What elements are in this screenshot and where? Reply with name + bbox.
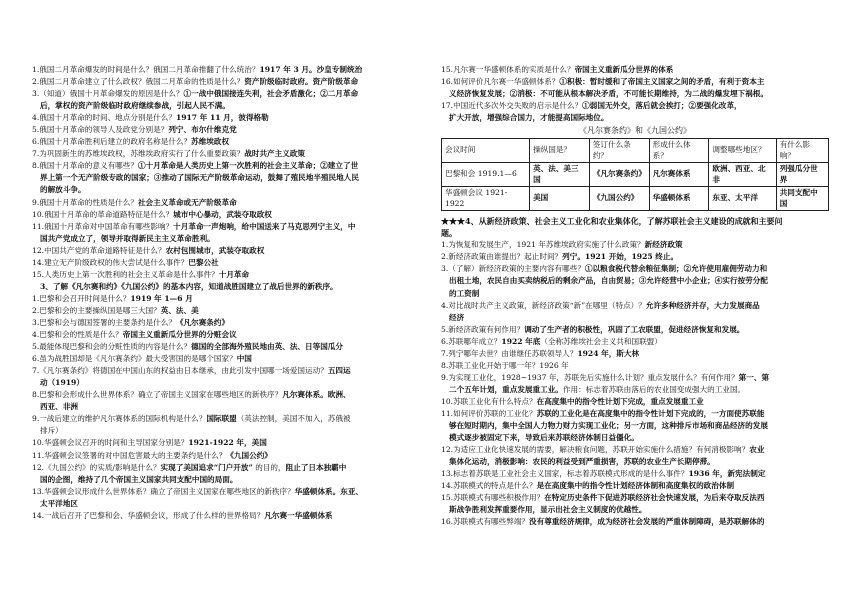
text-line xyxy=(32,197,437,209)
answer-text: 没有尊重经济规律，成为经济社会发展的严重体制障碍，是苏联解体的 xyxy=(529,517,765,527)
answer-text: 西亚、非洲 xyxy=(40,402,78,412)
table-header-cell: 会议时间 xyxy=(442,139,530,163)
text-line xyxy=(441,263,829,275)
note-text: 的目的， xyxy=(252,462,286,472)
text-line xyxy=(32,305,437,317)
text-line xyxy=(32,257,437,269)
question-text: 13.华盛顿会议形成什么世界体系？确立了帝国主义国家在哪些地区的新秩序？ xyxy=(32,486,295,496)
text-line xyxy=(32,365,437,377)
text-line xyxy=(441,275,829,287)
answer-text: 华盛顿体系。东亚、 xyxy=(294,486,364,496)
answer-text: 中国 xyxy=(236,354,252,364)
question-text: 2.新经济政策由谁提出？起止时间？ xyxy=(441,252,563,262)
text-line xyxy=(32,341,437,353)
text-line xyxy=(441,408,829,420)
answer-text: 扩大开放，增强综合国力，才能提高国际地位。 xyxy=(449,113,609,123)
text-line xyxy=(32,353,437,365)
text-line xyxy=(441,372,829,384)
text-line xyxy=(441,480,829,492)
question-text: 14.苏联模式的特点是什么？ xyxy=(441,481,537,491)
table-header-row xyxy=(442,139,829,163)
text-line xyxy=(32,245,437,257)
answer-text: 的解放斗争。 xyxy=(40,185,86,195)
answer-text: 1917 年 11 月，彼得格勒 xyxy=(175,113,269,123)
question-text: 15.苏联模式有哪些积极作用？ xyxy=(441,493,545,503)
answer-text: 第一、第 xyxy=(738,372,770,382)
question-text: 3.（了解）新经济政策的主要内容有哪些？ xyxy=(441,264,585,274)
text-line xyxy=(441,504,829,516)
question-text: 9.为实现工业化，1928~1937 年，苏联先后实施什么计划？重点发展什么？有何作用？ xyxy=(441,372,739,382)
table-cell: 东亚、太平洋 xyxy=(709,187,776,211)
question-text: 10.华盛顿会议召开的时间和主导国家分别是？ xyxy=(32,438,189,448)
text-line xyxy=(32,148,437,160)
table-cell: 共同支配中国 xyxy=(776,187,828,211)
text-line xyxy=(32,100,437,112)
answer-text: 十月革命 xyxy=(218,269,250,279)
answer-text: ①十月革命是人类历史上第一次胜利的社会主义革命；②建立了世 xyxy=(137,161,359,171)
answer-text: 农村包围城市，武装夺取政权 xyxy=(165,245,265,255)
question-text: 5.新经济政策有何作用？ xyxy=(441,324,525,334)
text-line xyxy=(32,425,437,437)
answer-text: 社会主义革命或无产阶级革命 xyxy=(137,197,237,207)
answer-text: ①以粮食税代替余粮征集制；②允许使用雇佣劳动力和 xyxy=(584,264,768,274)
question-text: 9.俄国十月革命的性质是什么？ xyxy=(32,197,138,207)
question-text: 6.俄国十月革命胜利后建立的政府名称是什么？ xyxy=(32,137,192,147)
answer-text: 允许多种经济并存，大力发展商品 xyxy=(645,300,760,310)
question-text: 6.虽为战胜国却是《凡尔赛条约》最大受害国的是哪个国家？ xyxy=(32,354,237,364)
question-text: 7.《凡尔赛条约》将德国在中国山东的权益由日本继承，由此引发中国哪一场爱国运动？ xyxy=(32,366,328,376)
note-text: 1926 年 xyxy=(539,360,569,370)
text-line xyxy=(32,293,437,305)
text-line xyxy=(32,329,437,341)
note-text: （英法控制，美国不加入，苏俄被 xyxy=(236,414,351,424)
note-text: 排斥） xyxy=(40,426,63,436)
answer-text: 阻止了日本独霸中 xyxy=(285,462,347,472)
text-line xyxy=(32,401,437,413)
text-line xyxy=(441,312,829,324)
text-line xyxy=(32,437,437,449)
text-line xyxy=(32,160,437,172)
answer-text: ①弱国无外交，落后就会挨打；②要强化改革， xyxy=(582,101,742,111)
answer-text: 是在高度集中的指令性计划经济体制和高度集权的政治体制 xyxy=(536,481,735,491)
answer-text: 英、法、美 xyxy=(160,305,199,315)
question-text: 10.俄国十月革命的革命道路特征是什么？ xyxy=(32,209,174,219)
text-line xyxy=(441,444,829,456)
text-line xyxy=(441,360,829,372)
question-text: 1.为恢复和发展生产，1921 年苏维埃政府实施了什么政策？ xyxy=(441,240,645,250)
text-line xyxy=(441,288,829,300)
text-line xyxy=(441,492,829,504)
question-text: 16.苏联模式有哪些弊端？ xyxy=(441,517,530,527)
answer-text: 凡尔赛一华盛顿体系 xyxy=(264,510,333,520)
question-text: 4.俄国十月革命的时间、地点分别是什么？ xyxy=(32,113,176,123)
answer-text: 列宁。1921 开始，1925 终止。 xyxy=(562,252,679,262)
answer-text: 3、了解《凡尔赛和约》《九国公约》的基本内容，知道战胜国建立了战后世界的新秩序。 xyxy=(40,281,338,291)
table-header-cell: 有什么影响？ xyxy=(776,139,828,163)
text-line xyxy=(32,221,437,233)
table-cell: 英、法、美三国 xyxy=(530,163,590,187)
answer-text: 新经济政策 xyxy=(644,240,683,250)
question-text: 8.俄国十月革命的意义有哪些？ xyxy=(32,161,138,171)
table-cell: 《九国公约》 xyxy=(589,187,649,211)
text-line xyxy=(32,474,437,486)
question-text: 11.华盛顿会议签署的对中国危害最大的主要条约是什么？ xyxy=(32,450,227,460)
question-text: 5.俄国十月革命的领导人及政党分别是？ xyxy=(32,125,169,135)
answer-text: 调动了生产者的积极性，巩固了工农联盟，促进经济恢复和发展。 xyxy=(524,324,745,334)
section-heading: ★★★4、从新经济政策、社会主义工业化和农业集体化，了解苏联社会主义建设的成就和主要问 xyxy=(441,216,783,227)
text-line xyxy=(441,432,829,444)
answer-text: 1919 年 1—6 月 xyxy=(130,293,193,303)
table-cell: 欧洲、西亚、北非 xyxy=(709,163,776,187)
answer-text: 模式逐步被固定下来，导致后来苏联经济体制日益僵化。 xyxy=(449,433,639,443)
answer-text: 动（1919） xyxy=(40,378,84,388)
text-line xyxy=(32,112,437,124)
text-line xyxy=(32,209,437,221)
text-line xyxy=(32,76,437,88)
text-line xyxy=(32,281,437,293)
answer-text: 后，掌权的资产阶级临时政府继续参战，引起人民不满。 xyxy=(40,101,230,111)
answer-text: 经济 xyxy=(449,312,465,322)
answer-text: ①积极：暂时缓和了帝国主义国家之间的矛盾，有利于资本主 xyxy=(559,77,765,87)
question-text: 7.列宁哪年去世？由谁继任苏联领导人？ xyxy=(441,348,578,358)
table-row xyxy=(442,163,829,187)
answer-text: 在高度集中的指令性计划下完成，重点发展重工业 xyxy=(536,396,704,406)
text-line xyxy=(32,317,437,329)
table-row xyxy=(442,187,829,211)
text-line xyxy=(441,516,829,528)
question-text: 8.苏联工业化开始于哪一年？ xyxy=(441,360,540,370)
answer-text: 十月革命一声炮响，给中国送来了马克思列宁主义，中 xyxy=(173,221,356,231)
text-line xyxy=(441,88,829,100)
answer-text: 出租土地，农民自由买卖纳税后的剩余产品，自由贸易；③允许经营中小企业；④实行按劳分配 xyxy=(449,276,768,286)
right-bottom-list xyxy=(441,239,829,528)
text-line xyxy=(441,251,829,263)
answer-text: 义经济恢复发展；②消极：不可能从根本解决矛盾，不可能长期维持，为二战的爆发埋下祸根。 xyxy=(449,89,768,99)
answer-text: 在特定历史条件下促进苏联经济社会快速发展，为后来夺取反法西 xyxy=(544,493,765,503)
answer-text: 德国的全部海外殖民地由英、法、日等国瓜分 xyxy=(191,342,343,352)
question-text: 3.（知道）俄国十月革命爆发的原因是什么？ xyxy=(32,89,184,99)
question-text: 1.俄国二月革命爆发的时间是什么？俄国二月革命推翻了什么统治？ xyxy=(32,65,260,74)
text-line xyxy=(32,172,437,184)
text-line xyxy=(32,486,437,498)
question-text: 3.巴黎和会与德国签署的主要条约是什么？ xyxy=(32,317,176,327)
text-line xyxy=(441,420,829,432)
answer-text: 1921-1922 年，美国 xyxy=(188,438,267,448)
text-line xyxy=(32,413,437,425)
question-text: 4.巴黎和会的性质是什么？ xyxy=(32,330,123,340)
left-column xyxy=(32,64,437,522)
answer-text: 斯战争胜利发挥重要作用，显示出社会主义制度的优越性。 xyxy=(449,505,647,515)
question-text: 4.对比战时共产主义政策，新经济政策“新”在哪里（特点）？ xyxy=(441,300,646,310)
question-text: 1.巴黎和会召开时间是什么？ xyxy=(32,293,131,303)
question-text: 14.一战后召开了巴黎和会、华盛顿会议，形成了什么样的世界格局？ xyxy=(32,510,265,520)
table-header-cell: 签订什么条约？ xyxy=(589,139,649,163)
table-cell: 《凡尔赛条约》 xyxy=(589,163,649,187)
answer-text: 1936 年，新宪法制定 xyxy=(688,469,766,479)
answer-text: 1917 年 3 月。沙皇专制统治 xyxy=(259,65,363,74)
answer-text: 凡尔赛体系。欧洲、 xyxy=(282,390,351,400)
text-line xyxy=(32,450,437,462)
answer-text: 1922 年底 xyxy=(501,336,541,346)
text-line xyxy=(32,184,437,196)
text-line xyxy=(441,64,829,76)
answer-text: 《凡尔赛条约》 xyxy=(175,317,230,327)
text-line xyxy=(32,88,437,100)
text-line xyxy=(441,112,829,124)
answer-text: 五四运 xyxy=(327,366,351,376)
table-cell: 华盛顿会议 1921-1922 xyxy=(442,187,530,211)
text-line xyxy=(441,468,829,480)
question-text: 10.苏联工业化有什么特点？ xyxy=(441,396,537,406)
note-text: 作用：标志着苏联由落后的农业国变成强大的工业国。 xyxy=(562,384,746,394)
question-text: 7.为巩固新生的苏维埃政权，苏维埃政府实行了什么重要政策？ xyxy=(32,149,245,159)
table-cell: 华盛顿体系 xyxy=(649,187,709,211)
table-cell: 列强瓜分世界 xyxy=(776,163,828,187)
question-text: 11.如何评价苏联的工业化？ xyxy=(441,408,537,418)
note-text: （全称苏维埃社会主义共和国联盟） xyxy=(540,336,662,346)
answer-text: 资产阶级临时政府。资产阶级革命 xyxy=(244,77,359,87)
question-text: 12.为适应工业化快速发展的需要，解决粮食问题，苏联开始实施什么措施？有何消极影响？ xyxy=(441,445,750,455)
text-line xyxy=(32,124,437,136)
answer-text: 列宁、布尔什维克党 xyxy=(168,125,237,135)
text-line xyxy=(441,456,829,468)
answer-text: 够在短时期内，集中全国人力物力财力实现工业化；另一方面，这种排斥市场和商品经济的发展 xyxy=(449,421,768,431)
table-header-cell: 调整哪些地区？ xyxy=(709,139,776,163)
table-cell: 凡尔赛体系 xyxy=(649,163,709,187)
answer-text: 太平洋地区 xyxy=(40,498,78,508)
question-text: 12.《九国公约》的实质/影响是什么？ xyxy=(32,462,161,472)
question-text: 17.中国近代多次外交失败的启示是什么？ xyxy=(441,101,583,111)
answer-text: 巴黎公社 xyxy=(188,257,219,267)
answer-text: 实现了美国追求“门户开放” xyxy=(160,462,253,472)
question-text: 8.巴黎和会形成什么世界体系？确立了帝国主义国家在哪些地区的新秩序？ xyxy=(32,390,283,400)
answer-text: 苏维埃政权 xyxy=(191,137,230,147)
answer-text: 帝国主义重新瓜分世界的体系 xyxy=(574,65,674,74)
question-text: 13.标志着苏联是工业社会主义国家，标志着苏联模式形成的是什么事件？ xyxy=(441,469,689,479)
text-line xyxy=(441,336,829,348)
text-line xyxy=(32,510,437,522)
text-line xyxy=(32,64,437,76)
text-line xyxy=(441,348,829,360)
answer-text: 二个五年计划，重点发展重工业。 xyxy=(449,384,563,394)
text-line xyxy=(441,239,829,251)
text-line xyxy=(32,462,437,474)
question-text: 15.凡尔赛一华盛顿体系的实质是什么？ xyxy=(441,65,575,74)
answer-text: 集体化运动，消极影响：农民的利益受到严重损害，苏联的农业生产长期停滞。 xyxy=(449,457,715,467)
answer-text: ①一战中俄国接连失利，社会矛盾激化；②二月革命 xyxy=(183,89,359,99)
question-text: 14.建立无产阶级政权的伟大尝试是什么事件？ xyxy=(32,257,189,267)
question-text: 9.一战后建立的维护凡尔赛体系的国际机构是什么？ xyxy=(32,414,207,424)
table-header-cell: 操纵国是？ xyxy=(530,139,590,163)
section-heading-cont: 题。 xyxy=(441,228,457,239)
answer-text: 《九国公约》 xyxy=(226,450,272,460)
question-text: 15.人类历史上第一次胜利的社会主义革命是什么事件？ xyxy=(32,269,219,279)
table-title: 《凡尔赛条约》和《九国公约》 xyxy=(579,126,691,136)
question-text: 6.苏联哪年成立？ xyxy=(441,336,502,346)
question-text: 16.如何评价凡尔赛一华盛顿体系？ xyxy=(441,77,560,87)
right-column xyxy=(441,64,829,528)
answer-text: 城市中心暴动，武装夺取政权 xyxy=(173,209,272,219)
text-line xyxy=(32,233,437,245)
answer-text: 国的企图，维持了几个帝国主义国家共同支配中国的局面。 xyxy=(40,474,238,484)
answer-text: 国际联盟 xyxy=(206,414,237,424)
answer-text: 界上第一个无产阶级专政的国家；③推动了国际无产阶级革命运动，鼓舞了殖民地半殖民地人民 xyxy=(40,173,359,183)
table-cell: 巴黎和会 1919.1—6 xyxy=(442,163,530,187)
text-line xyxy=(441,324,829,336)
text-line xyxy=(441,384,829,396)
answer-text: 农业 xyxy=(749,445,765,455)
text-line xyxy=(441,300,829,312)
question-text: 2.巴黎和会的主要操纵国是哪三大国？ xyxy=(32,305,161,315)
question-text: 2.俄国二月革命建立了什么政权？俄国二月革命的性质是什么？ xyxy=(32,77,245,87)
question-text: 5.最能体现巴黎和会的分赃性质的内容是什么？ xyxy=(32,342,192,352)
answer-text: 战时共产主义政策 xyxy=(244,149,306,159)
text-line xyxy=(32,136,437,148)
text-line xyxy=(441,100,829,112)
treaty-table xyxy=(441,138,829,211)
text-line xyxy=(32,269,437,281)
answer-text: 的工资制 xyxy=(449,288,480,298)
question-text: 12.中国共产党的革命道路特征是什么？ xyxy=(32,245,166,255)
answer-text: 国共产党成立了，领导并取得新民主主义革命胜利。 xyxy=(40,233,215,243)
text-line xyxy=(441,76,829,88)
table-header-cell: 形成什么体系？ xyxy=(649,139,709,163)
text-line xyxy=(32,498,437,510)
text-line xyxy=(32,377,437,389)
answer-text: 1924 年，斯大林 xyxy=(577,348,640,358)
table-cell: 美国 xyxy=(530,187,590,211)
question-text: 11.俄国十月革命对中国革命有哪些影响？ xyxy=(32,221,174,231)
answer-text: 苏联的工业化是在高度集中的指令性计划下完成的，一方面使苏联能 xyxy=(536,408,765,418)
text-line xyxy=(441,396,829,408)
right-top-list xyxy=(441,64,829,124)
text-line xyxy=(32,389,437,401)
answer-text: 帝国主义重新瓜分世界的分赃会议 xyxy=(122,330,237,340)
